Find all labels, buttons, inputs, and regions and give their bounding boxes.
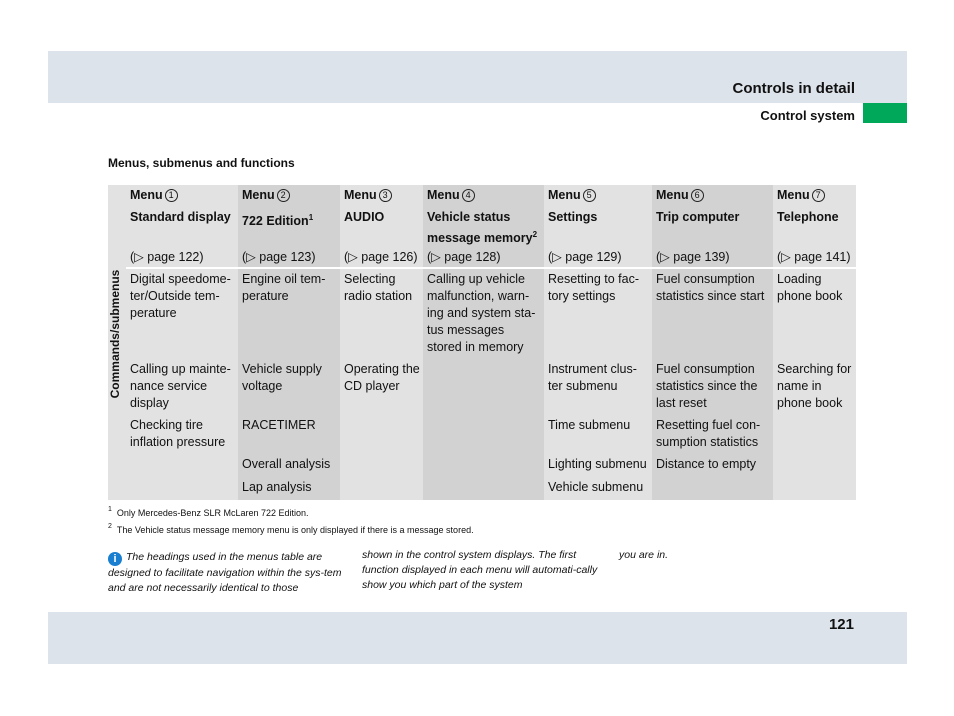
submenu-item: Engine oil tem- perature (242, 272, 326, 303)
submenu-item: Resetting to fac- tory settings (548, 272, 640, 303)
page-reference: (▷ page 129) (548, 250, 622, 264)
menu-label: Menu 4 (427, 187, 475, 204)
subsection-title: Control system (760, 108, 855, 123)
submenu-item: Lighting submenu (548, 457, 647, 471)
menu-column-6 (652, 185, 773, 500)
menu-title: 722 Edition$^1$ (242, 213, 314, 229)
menu-column-2 (238, 185, 340, 500)
submenu-item: Operating the CD player (344, 362, 420, 393)
submenu-item: Overall analysis (242, 457, 331, 471)
page-reference: (▷ page 123) (242, 250, 316, 264)
menu-label: Menu 1 (130, 187, 178, 204)
submenu-item: Fuel consumption statistics since the last reset (656, 362, 758, 410)
menu-number: 2 (277, 189, 290, 202)
footnotes (108, 503, 474, 537)
menu-label: Menu 5 (548, 187, 596, 204)
submenu-item: RACETIMER (242, 418, 316, 432)
menu-number: 4 (462, 189, 475, 202)
menu-number: 1 (165, 189, 178, 202)
page-reference: (▷ page 139) (656, 250, 730, 264)
footnote: $^2$ The Vehicle status message memory menu is only displayed if there is a message stored. (108, 523, 474, 535)
menu-label: Menu 6 (656, 187, 704, 204)
submenu-item: Resetting fuel con- sumption statistics (656, 418, 761, 449)
submenu-item: Vehicle submenu (548, 480, 644, 494)
submenu-item: Loading phone book (777, 272, 843, 303)
footnote: $^1$ Only Mercedes-Benz SLR McLaren 722 Edition. (108, 506, 309, 518)
section-title: Controls in detail (732, 80, 855, 97)
submenu-item: Time submenu (548, 418, 631, 432)
submenu-item: Digital speedome- ter/Outside tem- perature (130, 272, 231, 320)
page-reference: (▷ page 122) (130, 250, 204, 264)
submenu-item: Checking tire inflation pressure (130, 418, 226, 449)
page-reference: (▷ page 128) (427, 250, 501, 264)
section-tab-marker (863, 103, 907, 123)
submenu-item: Calling up vehicle malfunction, warn- ing and system sta- tus messages stored in memory (427, 272, 536, 354)
menu-column-3 (340, 185, 423, 500)
menu-column-7 (773, 185, 856, 500)
side-label: Commands/submenus (108, 269, 122, 399)
menu-label: Menu 7 (777, 187, 825, 204)
submenu-item: Calling up mainte- nance service display (130, 362, 231, 410)
info-note-col2: shown in the control system displays. The first function displayed in each menu will automati-cally show you which part of the system (362, 549, 598, 591)
submenu-item: Vehicle supply voltage (242, 362, 322, 393)
page-reference: (▷ page 126) (344, 250, 418, 264)
menu-title: AUDIO (344, 210, 385, 224)
page-number: 121 (828, 616, 854, 633)
submenu-item: Lap analysis (242, 480, 312, 494)
menu-number: 6 (691, 189, 704, 202)
submenu-item: Fuel consumption statistics since start (656, 272, 765, 303)
menu-title: Trip computer (656, 210, 740, 224)
menu-number: 7 (812, 189, 825, 202)
submenu-item: Instrument clus- ter submenu (548, 362, 637, 393)
header-divider (126, 267, 856, 269)
page-reference: (▷ page 141) (777, 250, 851, 264)
menu-table (108, 185, 856, 500)
menu-column-5 (544, 185, 652, 500)
menu-title: Telephone (777, 210, 839, 224)
menu-label: Menu 3 (344, 187, 392, 204)
menu-title: Standard display (130, 210, 231, 224)
menu-title: Settings (548, 210, 598, 224)
table-heading: Menus, submenus and functions (108, 156, 295, 170)
submenu-item: Distance to empty (656, 457, 757, 471)
info-note-col3: you are in. (619, 549, 669, 561)
submenu-item: Selecting radio station (344, 272, 413, 303)
menu-column-4 (423, 185, 544, 500)
footer-band (48, 612, 907, 664)
info-note-col1: i The headings used in the menus table are designed to facilitate navigation within the sys-tem and are not necessarily identical to those (108, 551, 342, 594)
menu-label: Menu 2 (242, 187, 290, 204)
menu-column-1 (126, 185, 238, 500)
menu-number: 3 (379, 189, 392, 202)
menu-title: Vehicle status message memory$^2$ (427, 210, 538, 246)
menu-number: 5 (583, 189, 596, 202)
info-icon: i (108, 552, 122, 566)
submenu-item: Searching for name in phone book (777, 362, 852, 410)
